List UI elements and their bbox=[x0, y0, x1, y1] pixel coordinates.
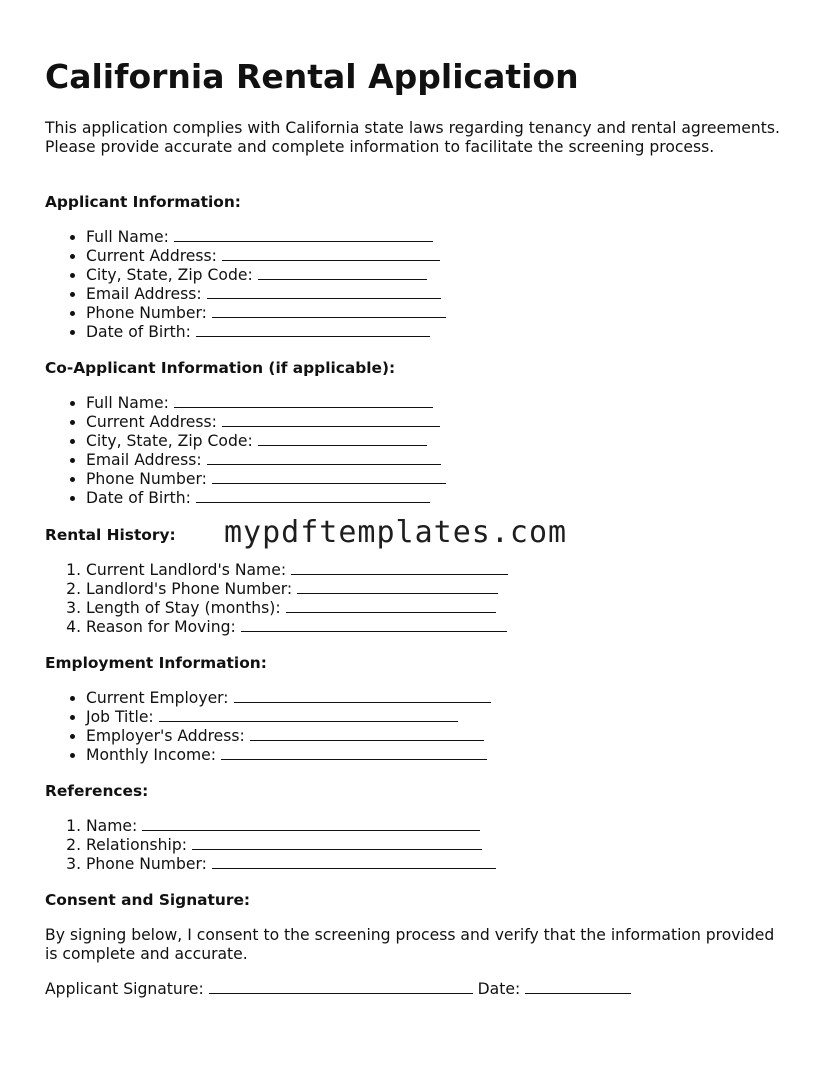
field-label: Date of Birth: bbox=[86, 323, 191, 342]
field-label: Email Address: bbox=[86, 451, 202, 470]
blank-line[interactable] bbox=[221, 746, 487, 760]
field-label: Current Employer: bbox=[86, 689, 229, 707]
list-item bbox=[86, 470, 446, 489]
list-item bbox=[86, 599, 508, 618]
field-label: Reason for Moving: bbox=[86, 618, 236, 637]
list-item bbox=[86, 561, 508, 580]
watermark: mypdftemplates.com bbox=[224, 515, 568, 550]
blank-line[interactable] bbox=[196, 323, 430, 337]
field-label: Monthly Income: bbox=[86, 746, 217, 765]
list-item bbox=[86, 228, 446, 247]
blank-line[interactable] bbox=[192, 836, 482, 850]
field-label: Current Address: bbox=[86, 413, 217, 432]
blank-line[interactable] bbox=[142, 817, 480, 831]
list-item bbox=[86, 304, 446, 323]
list-item bbox=[86, 394, 446, 413]
list-item bbox=[86, 618, 508, 637]
field-label: Length of Stay (months): bbox=[86, 599, 281, 618]
blank-line[interactable] bbox=[222, 247, 440, 261]
blank-line[interactable] bbox=[207, 285, 441, 299]
list-item bbox=[86, 413, 446, 432]
co-applicant-fields bbox=[45, 394, 446, 509]
list-item bbox=[86, 836, 496, 855]
list-item bbox=[86, 489, 446, 508]
blank-line[interactable] bbox=[159, 708, 458, 722]
page-title: California Rental Application bbox=[45, 57, 579, 96]
references-fields bbox=[45, 817, 496, 874]
blank-line[interactable] bbox=[222, 413, 440, 427]
signature-blank[interactable] bbox=[209, 980, 473, 994]
blank-line[interactable] bbox=[196, 489, 430, 503]
blank-line[interactable] bbox=[241, 618, 507, 632]
list-item bbox=[86, 708, 491, 727]
field-label: Job Title: bbox=[86, 708, 154, 727]
field-label: City, State, Zip Code: bbox=[86, 432, 253, 451]
list-item bbox=[86, 451, 446, 470]
blank-line[interactable] bbox=[286, 599, 496, 613]
employment-fields bbox=[45, 689, 491, 765]
blank-line[interactable] bbox=[250, 727, 484, 741]
field-label: Full Name: bbox=[86, 228, 169, 246]
list-item bbox=[86, 580, 508, 599]
blank-line[interactable] bbox=[297, 580, 498, 594]
blank-line[interactable] bbox=[258, 266, 427, 280]
rental-history-heading: Rental History: bbox=[45, 526, 176, 544]
date-label: Date: bbox=[477, 980, 521, 998]
co-applicant-heading: Co-Applicant Information (if applicable): bbox=[45, 359, 396, 377]
blank-line[interactable] bbox=[212, 855, 496, 869]
employment-heading: Employment Information: bbox=[45, 654, 267, 672]
blank-line[interactable] bbox=[212, 304, 446, 318]
field-label: Date of Birth: bbox=[86, 489, 191, 508]
field-label: City, State, Zip Code: bbox=[86, 266, 253, 285]
blank-line[interactable] bbox=[207, 451, 441, 465]
field-label: Phone Number: bbox=[86, 304, 207, 323]
references-heading: References: bbox=[45, 782, 149, 800]
list-item bbox=[86, 746, 491, 765]
field-label: Employer's Address: bbox=[86, 727, 245, 746]
list-item bbox=[86, 817, 496, 836]
blank-line[interactable] bbox=[174, 228, 433, 242]
list-item bbox=[86, 247, 446, 266]
blank-line[interactable] bbox=[234, 689, 491, 703]
field-label: Phone Number: bbox=[86, 855, 207, 874]
date-blank[interactable] bbox=[525, 980, 631, 994]
list-item bbox=[86, 689, 491, 708]
field-label: Current Landlord's Name: bbox=[86, 561, 287, 579]
list-item bbox=[86, 285, 446, 304]
consent-text: By signing below, I consent to the screening process and verify that the information provided is complete and accurate. bbox=[45, 926, 775, 963]
field-label: Phone Number: bbox=[86, 470, 207, 489]
blank-line[interactable] bbox=[212, 470, 446, 484]
list-item bbox=[86, 266, 446, 285]
blank-line[interactable] bbox=[291, 561, 508, 575]
intro-paragraph: This application complies with California state laws regarding tenancy and rental agreements. Please provide accurate and complete information to facilitate the screening process. bbox=[45, 119, 780, 156]
list-item bbox=[86, 855, 496, 874]
consent-heading: Consent and Signature: bbox=[45, 891, 251, 909]
field-label: Landlord's Phone Number: bbox=[86, 580, 293, 599]
signature-row bbox=[45, 980, 631, 999]
list-item bbox=[86, 323, 446, 342]
field-label: Full Name: bbox=[86, 394, 169, 412]
signature-label: Applicant Signature: bbox=[45, 980, 204, 998]
field-label: Email Address: bbox=[86, 285, 202, 304]
applicant-fields bbox=[45, 228, 446, 343]
list-item bbox=[86, 432, 446, 451]
field-label: Current Address: bbox=[86, 247, 217, 266]
field-label: Relationship: bbox=[86, 836, 187, 855]
blank-line[interactable] bbox=[174, 394, 433, 408]
applicant-heading: Applicant Information: bbox=[45, 193, 241, 211]
field-label: Name: bbox=[86, 817, 138, 835]
rental-history-fields bbox=[45, 561, 508, 637]
list-item bbox=[86, 727, 491, 746]
blank-line[interactable] bbox=[258, 432, 427, 446]
